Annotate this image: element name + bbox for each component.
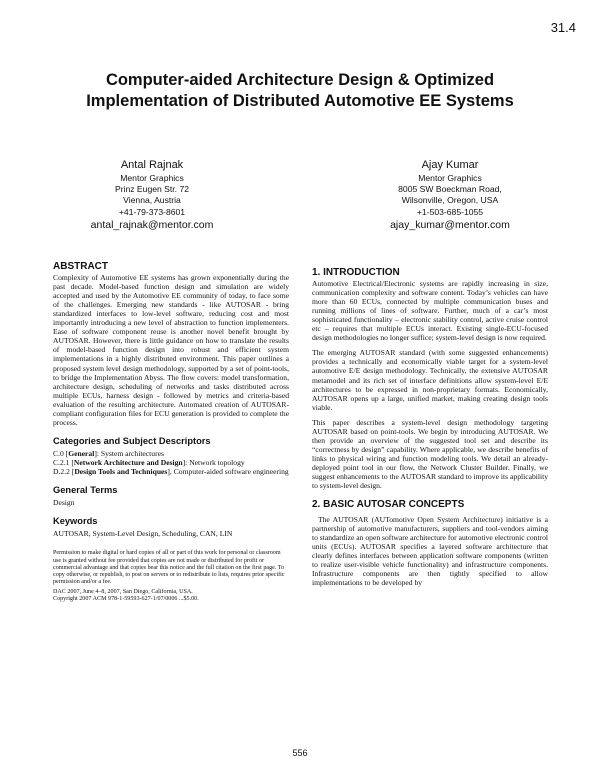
general-terms-text: Design: [53, 498, 75, 508]
author-affiliation: Mentor Graphics: [418, 173, 482, 183]
keywords-heading: Keywords: [53, 516, 98, 527]
categories-list: [53, 449, 289, 476]
author-block-1: [52, 158, 252, 231]
author-phone: +1-503-685-1055: [416, 206, 484, 217]
conference-info: DAC 2007, June 4–8, 2007, San Diego, California, USA.: [53, 588, 193, 595]
author-phone: +41-79-373-8601: [118, 206, 186, 217]
author-email[interactable]: ajay_kumar@mentor.com: [390, 218, 510, 231]
author-address: Prinz Eugen Str. 72: [114, 184, 190, 195]
author-city: Vienna, Austria: [123, 195, 181, 206]
author-address: 8005 SW Boeckman Road,: [398, 184, 502, 195]
author-affiliation: Mentor Graphics: [120, 173, 184, 183]
copyright-info: Copyright 2007 ACM 978-1-59593-627-1/07/0006 ...$5.00.: [53, 596, 199, 602]
page-number: 556: [292, 748, 308, 758]
categories-heading: Categories and Subject Descriptors: [53, 435, 211, 446]
introduction-paragraph: The emerging AUTOSAR standard (with some suggested enhancements) provides a technically and economically viable target for a system-level automotive E/E design methodology. Technically, the extensive AUTOSAR metamodel and its rich set of interface definitions allow system-level E/E architectures to be expressed in non-proprietary formats. Economically, AUTOSAR opens up a large, unified market, making creating design tools viable.: [312, 348, 548, 412]
category-item: D.2.2 [Design Tools and Techniques], Computer-aided software engineering: [53, 466, 289, 476]
author-name: Ajay Kumar: [421, 159, 479, 171]
permission-text: Permission to make digital or hard copies of all or part of this work for personal or classroom use is granted without fee provided that copies are not made or distributed for profit or commercial advantage and that copies bear this notice and the full citation on the first page. To copy otherwise, or republish, to post on servers or to redistribute to lists, requires prior specific permission and/or a fee.: [53, 550, 285, 586]
author-email[interactable]: antal_rajnak@mentor.com: [90, 218, 214, 231]
right-column: [312, 268, 548, 594]
author-city: Wilsonville, Oregon, USA: [401, 195, 499, 206]
abstract-text: Complexity of Automotive EE systems has grown exponentially during the past decade. Model-based function design and simulation are widely accepted and used by the Automotive EE community of today, to face some of the challenges. Emerging new standards - like AUTOSAR - bring standardized interfaces to low-level software, reducing cost and most importantly introducing a new level of abstraction to function implementers. Ease of software component reuse is another novel benefit brought by AUTOSAR. However, there is little guidance on how to translate the results of model-based function design into robust and efficient system implementations in a highly distributed environment. This paper outlines a proposed system level design methodology, supported by a set of point-tools, to bridge the Implementation Abyss. The flow covers: model transformation, architecture design, scheduling of networks and tasks distributed across multiple ECUs, harness design - followed by metrics and criteria-based evaluation of the resulting architecture. Automated creation of AUTOSAR-compliant configuration files for ECU generation is provided to complete the process.: [53, 273, 289, 427]
paper-title: [40, 70, 560, 112]
permission-notice: [53, 550, 289, 603]
introduction-paragraph: Automotive Electrical/Electronic systems are rapidly increasing in size, communication complexity and software content. Today’s vehicles can have more than 60 ECUs, connected by multiple communication buses and running millions of lines of software. Further, much of a car’s most sophisticated functionality – electronic stability control, active cruise control etc – requires that multiple ECUs interact. Existing single-ECU-focused design methodologies no longer suffice; system-level design is now required.: [312, 279, 548, 343]
basic-concepts-paragraph: The AUTOSAR (AUTomotive Open System Architecture) initiative is a partnership of automotive manufacturers, suppliers and tool-vendors aiming to standardize an open software architecture for automotive electronic control units (ECUs). AUTOSAR specifies a layered software architecture that clearly defines interfaces between application software components (written to realize user-visible vehicle functionality) and infrastructure components. Infrastructure components are then tightly specified to allow implementations to be developed by: [312, 515, 548, 588]
title-line-1: Computer-aided Architecture Design & Optimized: [105, 71, 495, 89]
session-number: 31.4: [550, 20, 576, 35]
category-item: C.2.1 [Network Architecture and Design]: Network topology: [53, 457, 245, 467]
introduction-heading: 1. INTRODUCTION: [312, 267, 400, 278]
author-block-2: [350, 158, 550, 231]
abstract-heading: ABSTRACT: [53, 261, 108, 272]
category-item: C.0 [General]: System architectures: [53, 448, 164, 458]
general-terms-heading: General Terms: [53, 485, 118, 496]
author-name: Antal Rajnak: [120, 159, 184, 171]
basic-concepts-heading: 2. BASIC AUTOSAR CONCEPTS: [312, 499, 465, 511]
left-column: [53, 262, 289, 603]
title-line-2: Implementation of Distributed Automotive EE Systems: [86, 92, 514, 110]
keywords-text: AUTOSAR, System-Level Design, Scheduling, CAN, LIN: [53, 529, 233, 539]
introduction-paragraph: This paper describes a system-level design methodology targeting AUTOSAR based on point-tools. We begin by introducing AUTOSAR. We then provide an overview of the suggested tool set and describe its “correctness by design” capability. Where applicable, we describe benefits of links to physical wiring and function modeling tools. We detail an already-deployed point tool in our flow, the Network Cluster Builder. Finally, we suggest enhancements to the AUTOSAR standard to improve its applicability to system-level design.: [312, 417, 548, 491]
